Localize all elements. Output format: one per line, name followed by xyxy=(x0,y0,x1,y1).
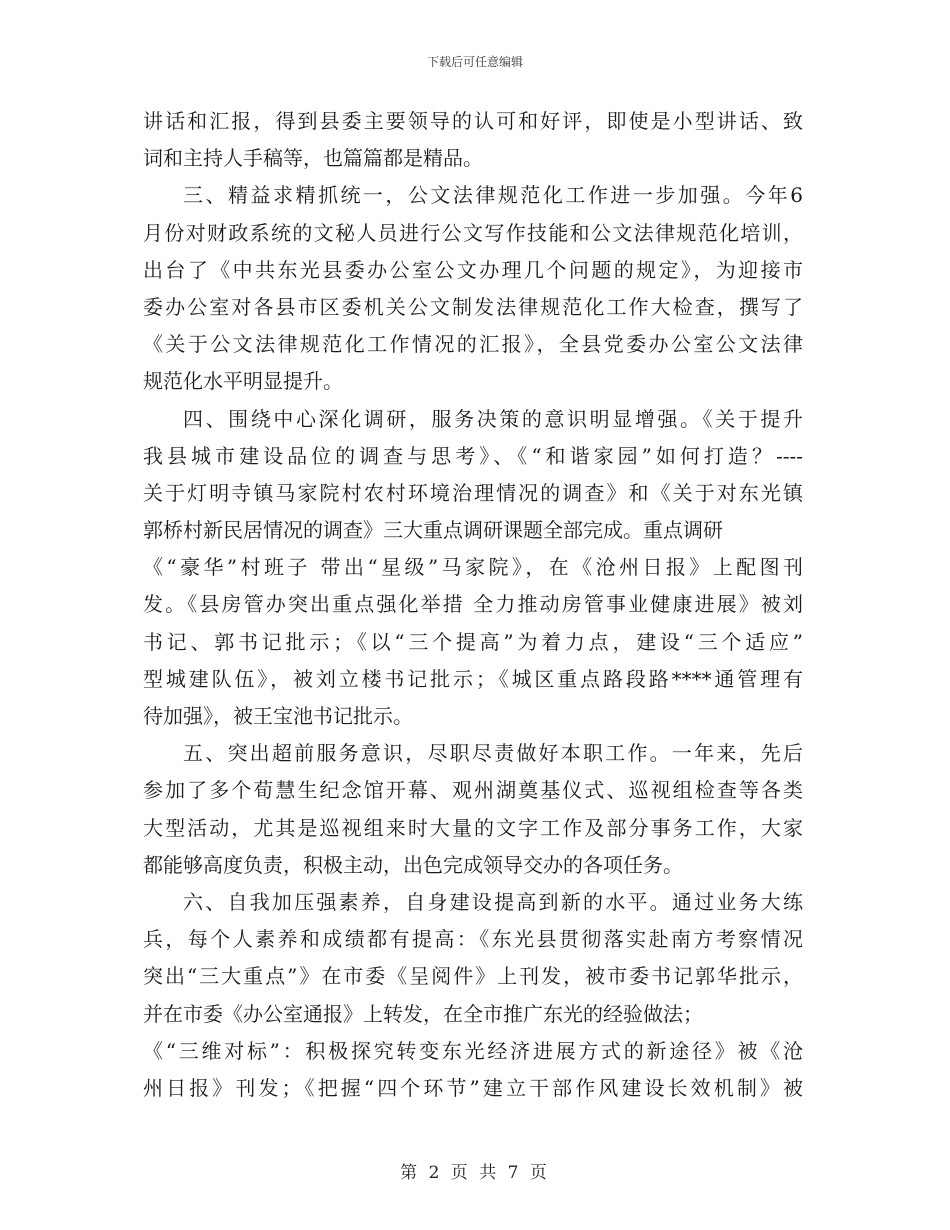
text-line: 我县城市建设品位的调查与思考》、《“和谐家园”如何打造？---- xyxy=(143,443,803,468)
text-line: 兵，每个人素养和成绩都有提高：《东光县贯彻落实赴南方考察情况 xyxy=(143,927,803,952)
text-line: 月份对财政系统的文秘人员进行公文写作技能和公文法律规范化培训， xyxy=(143,220,803,245)
paragraph-first-line: 三、精益求精抓统一，公文法律规范化工作进一步加强。今年6 xyxy=(183,183,803,208)
text-line: 大型活动，尤其是巡视组来时大量的文字工作及部分事务工作，大家 xyxy=(143,815,803,840)
text-line: 都能够高度负责，积极主动，出色完成领导交办的各项任务。 xyxy=(143,852,683,877)
paragraph-first-line: 四、围绕中心深化调研，服务决策的意识明显增强。《关于提升 xyxy=(183,406,803,431)
text-line: 待加强》，被王宝池书记批示。 xyxy=(143,704,413,728)
text-line: 委办公室对各县市区委机关公文制发法律规范化工作大检查，撰写了 xyxy=(143,294,803,319)
text-line: 《“三维对标”：积极探究转变东光经济进展方式的新途径》被《沧 xyxy=(143,1038,803,1063)
text-line: 规范化水平明显提升。 xyxy=(143,369,343,394)
text-line: 书记、郭书记批示；《以“三个提高”为着力点，建设“三个适应” xyxy=(143,629,803,654)
document-body xyxy=(143,103,803,1107)
text-line: 关于灯明寺镇马家院村农村环境治理情况的调查》和《关于对东光镇 xyxy=(143,480,803,505)
text-line: 出台了《中共东光县委办公室公文办理几个问题的规定》，为迎接市 xyxy=(143,257,803,282)
text-line: 州日报》刊发；《把握“四个环节”建立干部作风建设长效机制》被 xyxy=(143,1075,803,1100)
page-footer: 第 2 页 共 7 页 xyxy=(400,1163,550,1183)
text-line: 词和主持人手稿等，也篇篇都是精品。 xyxy=(143,146,483,171)
page-header: 下载后可任意编辑 xyxy=(426,55,523,69)
text-line: 并在市委《办公室通报》上转发，在全市推广东光的经验做法； xyxy=(143,1001,703,1026)
paragraph-first-line: 六、自我加压强素养，自身建设提高到新的水平。通过业务大练 xyxy=(183,889,803,914)
text-line: 讲话和汇报，得到县委主要领导的认可和好评，即使是小型讲话、致 xyxy=(143,109,803,133)
paragraph-first-line: 五、突出超前服务意识，尽职尽责做好本职工作。一年来，先后 xyxy=(183,741,803,766)
text-line: 型城建队伍》，被刘立楼书记批示；《城区重点路段路****通管理有 xyxy=(143,666,803,691)
text-line: 突出“三大重点”》在市委《呈阅件》上刊发，被市委书记郭华批示， xyxy=(143,964,803,989)
text-line: 《关于公文法律规范化工作情况的汇报》，全县党委办公室公文法律 xyxy=(143,332,803,357)
text-line: 郭桥村新民居情况的调查》三大重点调研课题全部完成。重点调研 xyxy=(143,518,723,543)
text-line: 《“豪华”村班子 带出“星级”马家院》，在《沧州日报》上配图刊 xyxy=(143,555,803,580)
text-line: 参加了多个荀慧生纪念馆开幕、观州湖奠基仪式、巡视组检查等各类 xyxy=(143,778,803,803)
text-line: 发。《县房管办突出重点强化举措 全力推动房管事业健康进展》被刘 xyxy=(143,592,803,617)
